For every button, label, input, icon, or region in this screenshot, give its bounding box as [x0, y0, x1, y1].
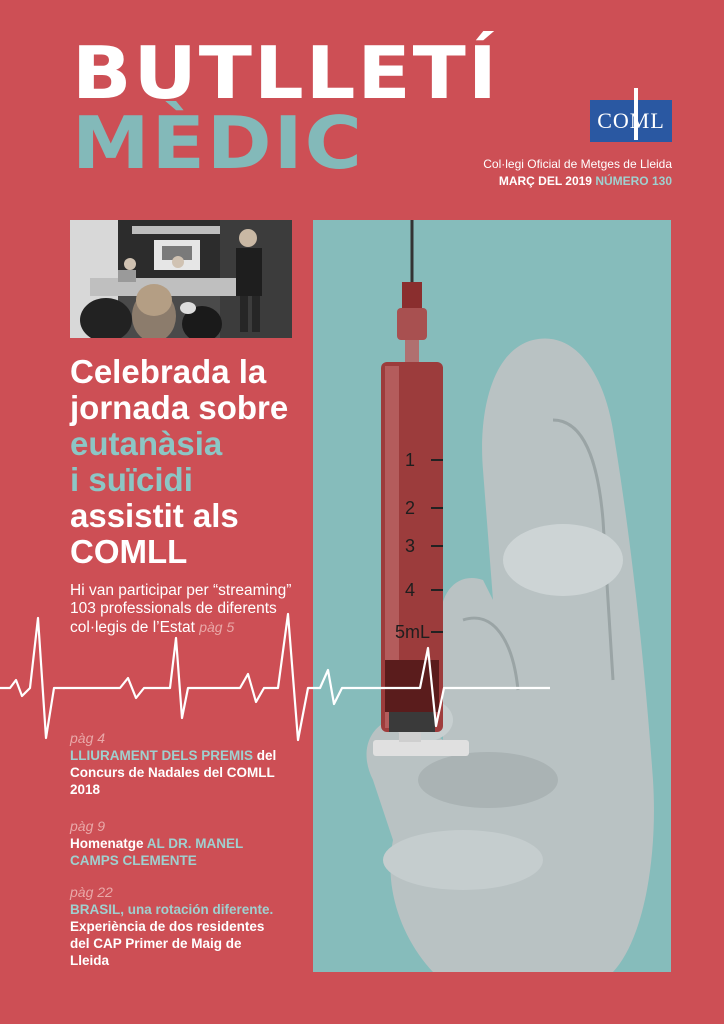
teaser-1-page: pàg 4 [70, 730, 106, 746]
ecg-line [0, 608, 560, 748]
syringe-mark-3: 3 [405, 536, 416, 556]
masthead-title: BUTLLETÍ [72, 32, 499, 116]
teaser-2-page: pàg 9 [70, 818, 106, 834]
masthead-subtitle: MÈDIC [72, 102, 364, 186]
event-photo-image [70, 220, 292, 338]
headline-line-1: Celebrada la [70, 353, 267, 390]
teaser-3-text: Experiència de dos residentes del CAP Primer de Maig de Lleida [70, 919, 265, 968]
issue-date: MARÇ DEL 2019 [498, 174, 592, 188]
headline-line-5: assistit als [70, 497, 239, 534]
teaser-3-highlight: BRASIL, una rotación diferente. [70, 902, 274, 917]
comll-logo [590, 100, 672, 142]
syringe-illustration [313, 220, 671, 972]
teaser-1-text: del Concurs de Nadales del COMLL 2018 [70, 748, 277, 797]
headline-line-4: i suïcidi [70, 461, 193, 498]
main-headline [70, 354, 330, 570]
headline-line-6: COMLL [70, 533, 188, 570]
syringe-hand-image [313, 220, 671, 972]
issue-number: NÚMERO 130 [595, 174, 672, 188]
headline-line-3: eutanàsia [70, 425, 223, 462]
publisher-name: Col·legi Oficial de Metges de Lleida [483, 157, 672, 171]
syringe-mark-4: 4 [405, 580, 416, 600]
teaser-1-highlight: LLIURAMENT DELS PREMIS [70, 748, 254, 763]
syringe-mark-1: 1 [405, 450, 416, 470]
teaser-2-text: Homenatge [70, 836, 144, 851]
headline-line-2: jornada sobre [70, 389, 289, 426]
article-teaser-1 [70, 730, 280, 798]
logo-text: COML [597, 108, 665, 133]
teaser-3-page: pàg 22 [70, 884, 113, 900]
event-photo [70, 220, 292, 338]
teaser-2-highlight: AL DR. MANEL CAMPS CLEMENTE [70, 836, 244, 868]
subheadline-text: Hi van participar per “streaming” 103 professionals de diferents col·legis de l’Estat [70, 582, 292, 636]
subheadline-page: pàg 5 [199, 619, 235, 635]
article-teaser-2 [70, 818, 280, 869]
issue-info [499, 174, 672, 188]
syringe-mark-5ml: 5mL [395, 622, 431, 642]
article-teaser-3 [70, 884, 280, 969]
syringe-mark-2: 2 [405, 498, 416, 518]
